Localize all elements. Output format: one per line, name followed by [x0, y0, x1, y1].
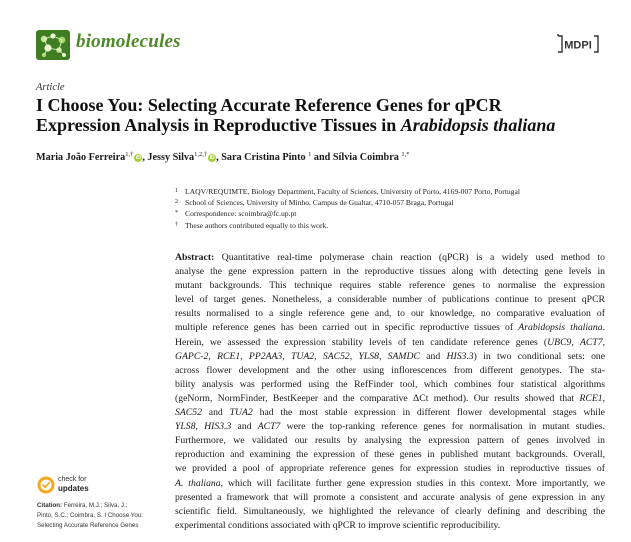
- updates-label-top: check for: [58, 476, 87, 483]
- abstract-line: results normalised to a single reference gene and, to our knowledge, no comparative evaluation of: [175, 308, 605, 320]
- article-type: Article: [36, 82, 65, 93]
- author-name[interactable]: Maria João Ferreira: [36, 152, 126, 163]
- abstract-line: analyse the gene expression pattern in the reproductive tissues along with detecting gene levels in: [175, 266, 605, 278]
- updates-label-bottom: updates: [58, 484, 89, 493]
- abstract-line: Abstract: Quantitative real-time polymerase chain reaction (qPCR) is a widely used method to: [175, 252, 605, 263]
- abstract-line: across flower development and the other using inflorescences from different genotypes. The sta-: [175, 364, 605, 376]
- citation-line: Ferreira, M.J.; Silva, J.;: [63, 502, 128, 509]
- author-affiliation-mark: 1,*: [401, 151, 410, 158]
- title-line-1: I Choose You: Selecting Accurate Reference Genes for qPCR: [36, 95, 502, 115]
- abstract-line: experimental conditions associated with qPCR to improve scientific reproducibility.: [175, 519, 501, 531]
- publisher-name: MDPI: [564, 39, 592, 52]
- abstract-line: scientific field. Simultaneously, we highlighted the relevance of clearly defining and describing the: [175, 505, 605, 517]
- molecule-logo-icon: [36, 30, 70, 60]
- journal-name: biomolecules: [76, 31, 181, 52]
- title-line-2: Expression Analysis in Reproductive Tissues in Arabidopsis thaliana: [36, 115, 556, 135]
- author-affiliation-mark: 1,†: [125, 151, 134, 158]
- check-updates-icon: [37, 476, 55, 494]
- check-for-updates-button[interactable]: [37, 474, 107, 498]
- equal-contribution-note: † These authors contributed equally to this work.: [175, 220, 329, 230]
- mdpi-logo-icon: [556, 33, 600, 55]
- citation-label: Citation:: [37, 502, 63, 509]
- author-list: Maria João Ferreira$^{1,\dagger}$ iD , Jessy Silva$^{1,2,\dagger}$ iD , Sara Cristina Pinto $^1$ and Sílvia Coimbra $^{1,*}$: [36, 151, 410, 163]
- abstract: [175, 251, 605, 533]
- author-name[interactable]: Sílvia Coimbra: [332, 152, 399, 163]
- abstract-line: SAC52 and TUA2 had the most stable expression in different flower developmental stages while: [175, 407, 605, 419]
- affiliation-item: 2 School of Sciences, University of Minho, Campus de Gualtar, 4710-057 Braga, Portugal: [175, 198, 454, 208]
- abstract-line: multiple reference genes has been carried out in specific reproductive tissues of Arabidopsis thaliana.: [175, 322, 606, 334]
- abstract-line: (geNorm, NormFinder, BestKeeper and the comparative ΔCt method). Our results showed that RCE1,: [175, 392, 605, 404]
- citation-line: Pinto, S.C.; Coimbra, S. I Choose You:: [37, 512, 143, 519]
- abstract-line: Herein, we assessed the expression stability levels of ten candidate reference genes (UBC9, ACT7,: [175, 336, 605, 348]
- correspondence: * Correspondence: scoimbra@fc.up.pt: [175, 209, 297, 219]
- abstract-line: mutant backgrounds. This technique requires stable reference genes to normalise the expression: [175, 280, 605, 292]
- abstract-line: YLS8, HIS3.3 and ACT7 were the top-ranking reference genes for normalisation in mutant studies.: [175, 421, 605, 433]
- abstract-line: A. thaliana, which will facilitate further gene expression studies in this context. More importantly, we: [175, 477, 605, 489]
- abstract-line: bility analysis was performed using the RefFinder tool, which combines four statistical algorithms: [175, 378, 605, 390]
- affiliations: [175, 186, 520, 231]
- author-affiliation-mark: 1,2,†: [194, 151, 208, 158]
- abstract-line: level of target genes. Nonetheless, a considerable number of publications continue to present qPCR: [175, 294, 605, 306]
- abstract-line: GAPC-2, RCE1, PP2AA3, TUA2, SAC52, YLS8, SAMDC and HIS3.3) in two conditional sets: one: [175, 350, 606, 362]
- affiliation-item: 1 LAQV/REQUIMTE, Biology Department, Faculty of Sciences, University of Porto, 4169-007 Porto, Portugal: [175, 187, 520, 196]
- abstract-line: Furthermore, we validated our results by analysing the expression pattern of genes involved in: [175, 435, 605, 447]
- author-name[interactable]: Jessy Silva: [147, 152, 195, 163]
- abstract-label: Abstract:: [175, 252, 222, 263]
- author-name[interactable]: Sara Cristina Pinto: [221, 152, 306, 163]
- abstract-line: presented a framework that will promote a consistent and accurate analysis of gene expression in any: [175, 491, 605, 503]
- citation: [37, 501, 167, 531]
- orcid-icon[interactable]: iD: [135, 155, 141, 161]
- author-affiliation-mark: 1: [308, 151, 312, 158]
- abstract-line: reproduction and examining the expression of these genes in published mutant backgrounds. Overall,: [175, 449, 605, 461]
- article-title: [36, 95, 616, 135]
- orcid-icon[interactable]: iD: [209, 155, 215, 161]
- citation-line: Selecting Accurate Reference Genes: [37, 522, 139, 529]
- abstract-line: we provided a pool of appropriate reference genes for expression studies in reproductive tissues of: [175, 463, 605, 475]
